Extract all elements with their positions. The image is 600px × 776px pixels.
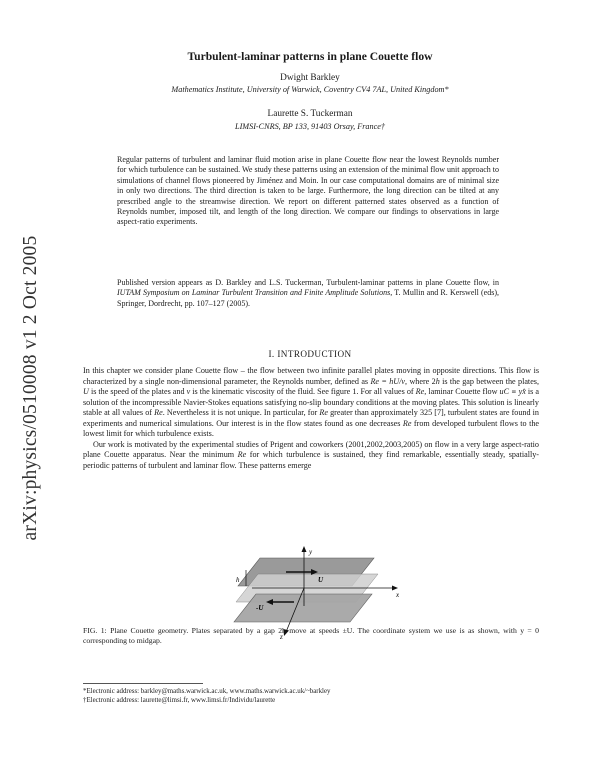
- published-suffix: , T. Mullin and R. Kerswell (eds), Springer, Dordrecht, pp. 107–127 (2005).: [117, 288, 499, 308]
- paragraph: Our work is motivated by the experimental studies of Prigent and coworkers (2001,2002,2003,2005) on flow in a very large aspect-ratio plane Couette apparatus. Near the minimum Re for which turbulence is sustained, they find remarkable, essentially steady, spatially-periodic patterns of turbulent and laminar flow. These patterns emerge: [83, 439, 540, 470]
- u-label: U: [318, 576, 324, 584]
- y-axis-arrow-icon: [302, 546, 307, 552]
- x-axis-label: x: [396, 591, 400, 599]
- h-label: h: [236, 576, 240, 584]
- published-note: [117, 278, 499, 309]
- author-name-2: Laurette S. Tuckerman: [267, 109, 353, 119]
- x-axis-arrow-icon: [392, 586, 398, 591]
- lower-plate: [234, 594, 372, 622]
- published-prefix: Published version appears as D. Barkley and L.S. Tuckerman, Turbulent-laminar patterns in plane Couette flow, in: [117, 278, 499, 287]
- footnotes: [83, 683, 539, 705]
- footnote-2: †Electronic address: laurette@limsi.fr, www.limsi.fr/Individu/laurette: [83, 697, 276, 705]
- abstract: Regular patterns of turbulent and laminar fluid motion arise in plane Couette flow near the lowest Reynolds number for which turbulence can be sustained. We study these patterns using an extension of the minimal flow unit approach to simulations of channel flows pioneered by Jiménez and Moin. In our case computational domains are of minimal size in only two directions. The third direction is taken to be large. Furthermore, the long direction can be tilted at any prescribed angle to the streamwise direction. We report on different patterned states observed as a function of Reynolds number, imposed tilt, and length of the long direction. We compare our findings to observations in large aspect-ratio experiments.: [117, 155, 499, 227]
- minus-u-label: -U: [256, 604, 264, 612]
- section-heading: I. INTRODUCTION: [268, 349, 352, 359]
- author-name-1: Dwight Barkley: [280, 73, 340, 83]
- y-axis-label: y: [309, 548, 313, 556]
- arxiv-sidebar-identifier: [20, 178, 42, 598]
- paragraph: In this chapter we consider plane Couette flow – the flow between two infinite parallel plates moving in opposite directions. This flow is characterized by a single non-dimensional parameter, the Reynolds number, defined as Re = hU/ν, where 2h is the gap between the plates, U is the speed of the plates and ν is the kinematic viscosity of the fluid. See figure 1. For all values of Re, laminar Couette flow uC ≡ yx̂ is a solution of the incompressible Navier-Stokes equations satisfying no-slip boundary conditions at the moving plates. This solution is linearly stable at all values of Re. Nevertheless it is not unique. In particular, for Re greater than approximately 325 [7], turbulent states are found in experiments and numerical simulations. Our interest is in the flow states found as one decreases Re from developed turbulent flows to the lowest limit for which turbulence exists.: [83, 366, 539, 438]
- figure-caption: FIG. 1: Plane Couette geometry. Plates separated by a gap 2h move at speeds ±U. The coordinate system we use is as shown, with y = 0 corresponding to midgap.: [83, 626, 539, 645]
- author-affiliation-2: LIMSI-CNRS, BP 133, 91403 Orsay, France†: [235, 122, 385, 131]
- body-text: [83, 366, 539, 471]
- z-axis-label: z: [280, 633, 283, 641]
- arxiv-id-text: arXiv:physics/0510008 v1 2 Oct 2005: [20, 235, 41, 541]
- published-book: IUTAM Symposium on Laminar Turbulent Transition and Finite Amplitude Solutions: [117, 288, 391, 298]
- author-affiliation-1: Mathematics Institute, University of Warwick, Coventry CV4 7AL, United Kingdom*: [171, 85, 449, 94]
- paper-title: Turbulent-laminar patterns in plane Couette flow: [187, 50, 433, 63]
- footnote-1: *Electronic address: barkley@maths.warwick.ac.uk, www.maths.warwick.ac.uk/~barkley: [83, 688, 331, 695]
- footnote-rule: [83, 683, 203, 684]
